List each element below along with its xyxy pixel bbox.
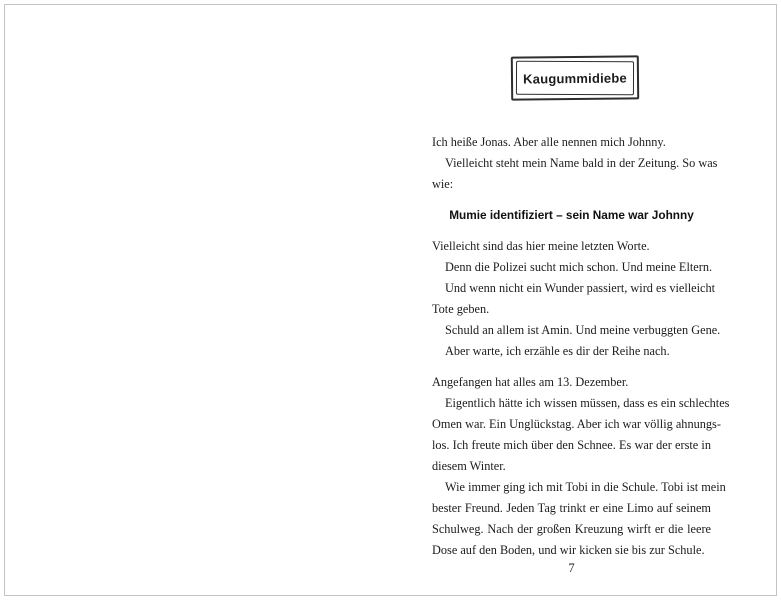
newspaper-headline: Mumie identifiziert – sein Name war Johnny (449, 208, 694, 222)
chapter-title-box (511, 55, 639, 100)
text-line: Und wenn nicht ein Wunder passiert, wird es vielleicht (445, 281, 716, 295)
chapter-title: Kaugummidiebe (523, 69, 627, 87)
text-line: Vielleicht steht mein Name bald in der Zeitung. So was (445, 156, 718, 170)
text-line: Vielleicht sind das hier meine letzten Worte. (432, 239, 650, 253)
text-line: Aber warte, ich erzähle es dir der Reihe nach. (445, 344, 670, 358)
text-line: Schuld an allem ist Amin. Und meine verbuggten Gene. (445, 323, 721, 337)
page-number: 7 (568, 561, 575, 575)
text-line: diesem Winter. (432, 459, 506, 473)
text-line: Wie immer ging ich mit Tobi in die Schule. Tobi ist mein (445, 480, 726, 494)
text-line: Omen war. Ein Unglückstag. Aber ich war völlig ahnungs- (432, 417, 721, 431)
text-line: Dose auf den Boden, und wir kicken sie bis zur Schule. (432, 543, 705, 557)
text-line: bester Freund. Jeden Tag trinkt er eine Limo auf seinem (432, 501, 711, 515)
text-line: Angefangen hat alles am 13. Dezember. (432, 375, 629, 389)
text-column (432, 132, 730, 561)
text-line: Denn die Polizei sucht mich schon. Und meine Eltern. (445, 260, 713, 274)
text-line: Ich heiße Jonas. Aber alle nennen mich Johnny. (432, 135, 666, 149)
text-line: los. Ich freute mich über den Schnee. Es war der erste in (432, 438, 711, 452)
text-line: Eigentlich hätte ich wissen müssen, dass es ein schlechtes (445, 396, 730, 410)
text-line: Tote geben. (432, 302, 490, 316)
text-line: Schulweg. Nach der großen Kreuzung wirft er die leere (432, 522, 711, 536)
text-line: wie: (432, 177, 454, 191)
